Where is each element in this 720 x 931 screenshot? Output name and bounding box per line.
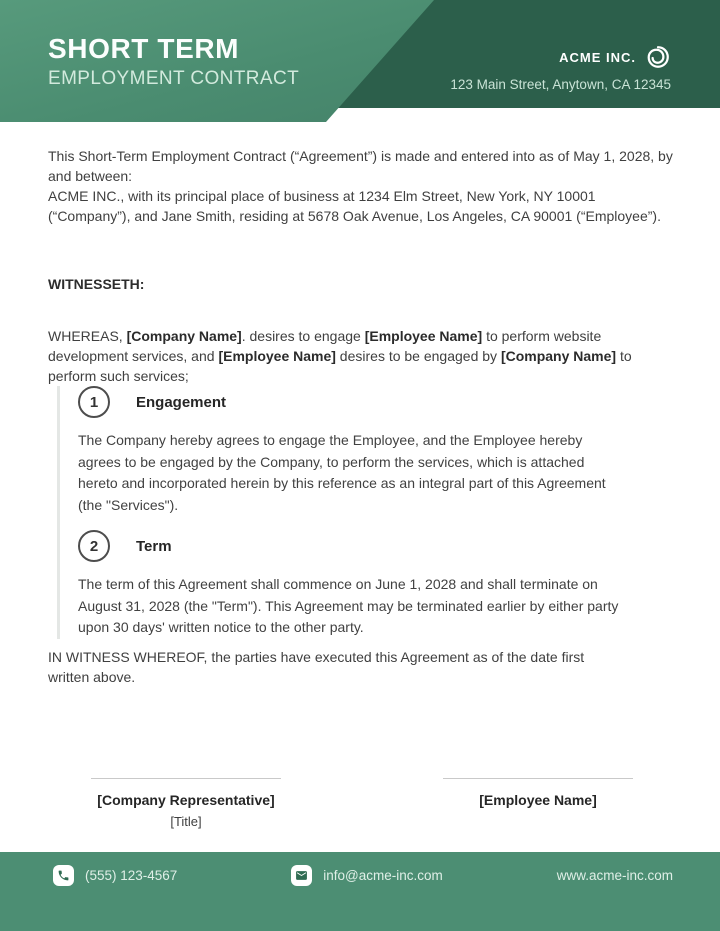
company-signature-column <box>91 778 281 829</box>
company-representative-label: [Company Representative] <box>97 792 275 808</box>
company-name: ACME INC. <box>559 49 636 65</box>
employee-name-label: [Employee Name] <box>479 792 597 808</box>
signature-block <box>48 778 673 829</box>
whereas-seg-3: [Employee Name] <box>364 328 483 344</box>
company-name-row <box>450 44 671 70</box>
whereas-seg-1: [Company Name] <box>126 328 242 344</box>
company-block <box>450 44 671 92</box>
document-footer <box>0 852 720 931</box>
footer-phone-text: (555) 123-4567 <box>85 868 178 883</box>
footer-phone-item <box>53 865 177 886</box>
company-representative-title-label: [Title] <box>170 814 202 829</box>
document-header <box>0 0 720 124</box>
section-2-title: Term <box>136 537 172 555</box>
company-address: 123 Main Street, Anytown, CA 12345 <box>450 77 671 92</box>
mail-icon <box>291 865 312 886</box>
phone-icon <box>53 865 74 886</box>
section-2-number-badge: 2 <box>78 530 110 562</box>
intro-paragraph <box>48 146 676 226</box>
section-term <box>78 530 658 639</box>
title-line-1: SHORT TERM <box>48 33 240 64</box>
document-title <box>48 33 299 91</box>
intro-line-2: ACME INC., with its principal place of business at 1234 Elm Street, New York, NY 10001 (“Company”), and Jane Smith, residing at 5678 Oak Avenue, Los Angeles, CA 90001 (“Employee”). <box>48 188 661 224</box>
section-1-header <box>78 386 658 418</box>
section-1-body: The Company hereby agrees to engage the Employee, and the Employee hereby agrees to be engaged by the Company, to perform the services, which is attached hereto and incorporated herein by this reference as an integral part of this Agreement (the "Services"). <box>78 432 606 513</box>
intro-line-1: This Short-Term Employment Contract (“Agreement”) is made and entered into as of May 1, 2028, by and between: <box>48 148 673 184</box>
section-2-header <box>78 530 658 562</box>
whereas-seg-4: to perform website development services, and <box>48 328 602 364</box>
whereas-seg-5: [Employee Name] <box>218 348 336 364</box>
whereas-seg-0: WHEREAS, <box>48 328 127 344</box>
whereas-seg-8: to perform such services; <box>48 348 632 384</box>
section-1-number-badge: 1 <box>78 386 110 418</box>
witnesseth-heading: WITNESSETH: <box>48 276 145 292</box>
section-2-body: The term of this Agreement shall commence on June 1, 2028 and shall terminate on August 31, 2028 (the "Term"). This Agreement may be terminated earlier by either party upon 30 days' written notice to the other party. <box>78 576 619 635</box>
whereas-seg-2: . desires to engage <box>241 328 365 344</box>
section-1-title: Engagement <box>136 393 227 411</box>
section-engagement <box>78 386 658 516</box>
footer-email-item <box>291 865 443 886</box>
whereas-seg-7: [Company Name] <box>500 348 617 364</box>
footer-website-text: www.acme-inc.com <box>556 868 673 883</box>
employee-signature-column <box>443 778 633 829</box>
footer-website-item <box>557 865 673 883</box>
numbered-sections <box>57 386 658 639</box>
footer-contact-row <box>0 852 720 886</box>
swirl-logo-icon <box>645 44 671 70</box>
whereas-paragraph <box>48 326 676 386</box>
footer-email-text: info@acme-inc.com <box>323 868 443 883</box>
closing-paragraph: IN WITNESS WHEREOF, the parties have executed this Agreement as of the date first written above. <box>48 649 585 685</box>
whereas-seg-6: desires to be engaged by <box>335 348 501 364</box>
title-line-2: EMPLOYMENT CONTRACT <box>48 68 300 89</box>
